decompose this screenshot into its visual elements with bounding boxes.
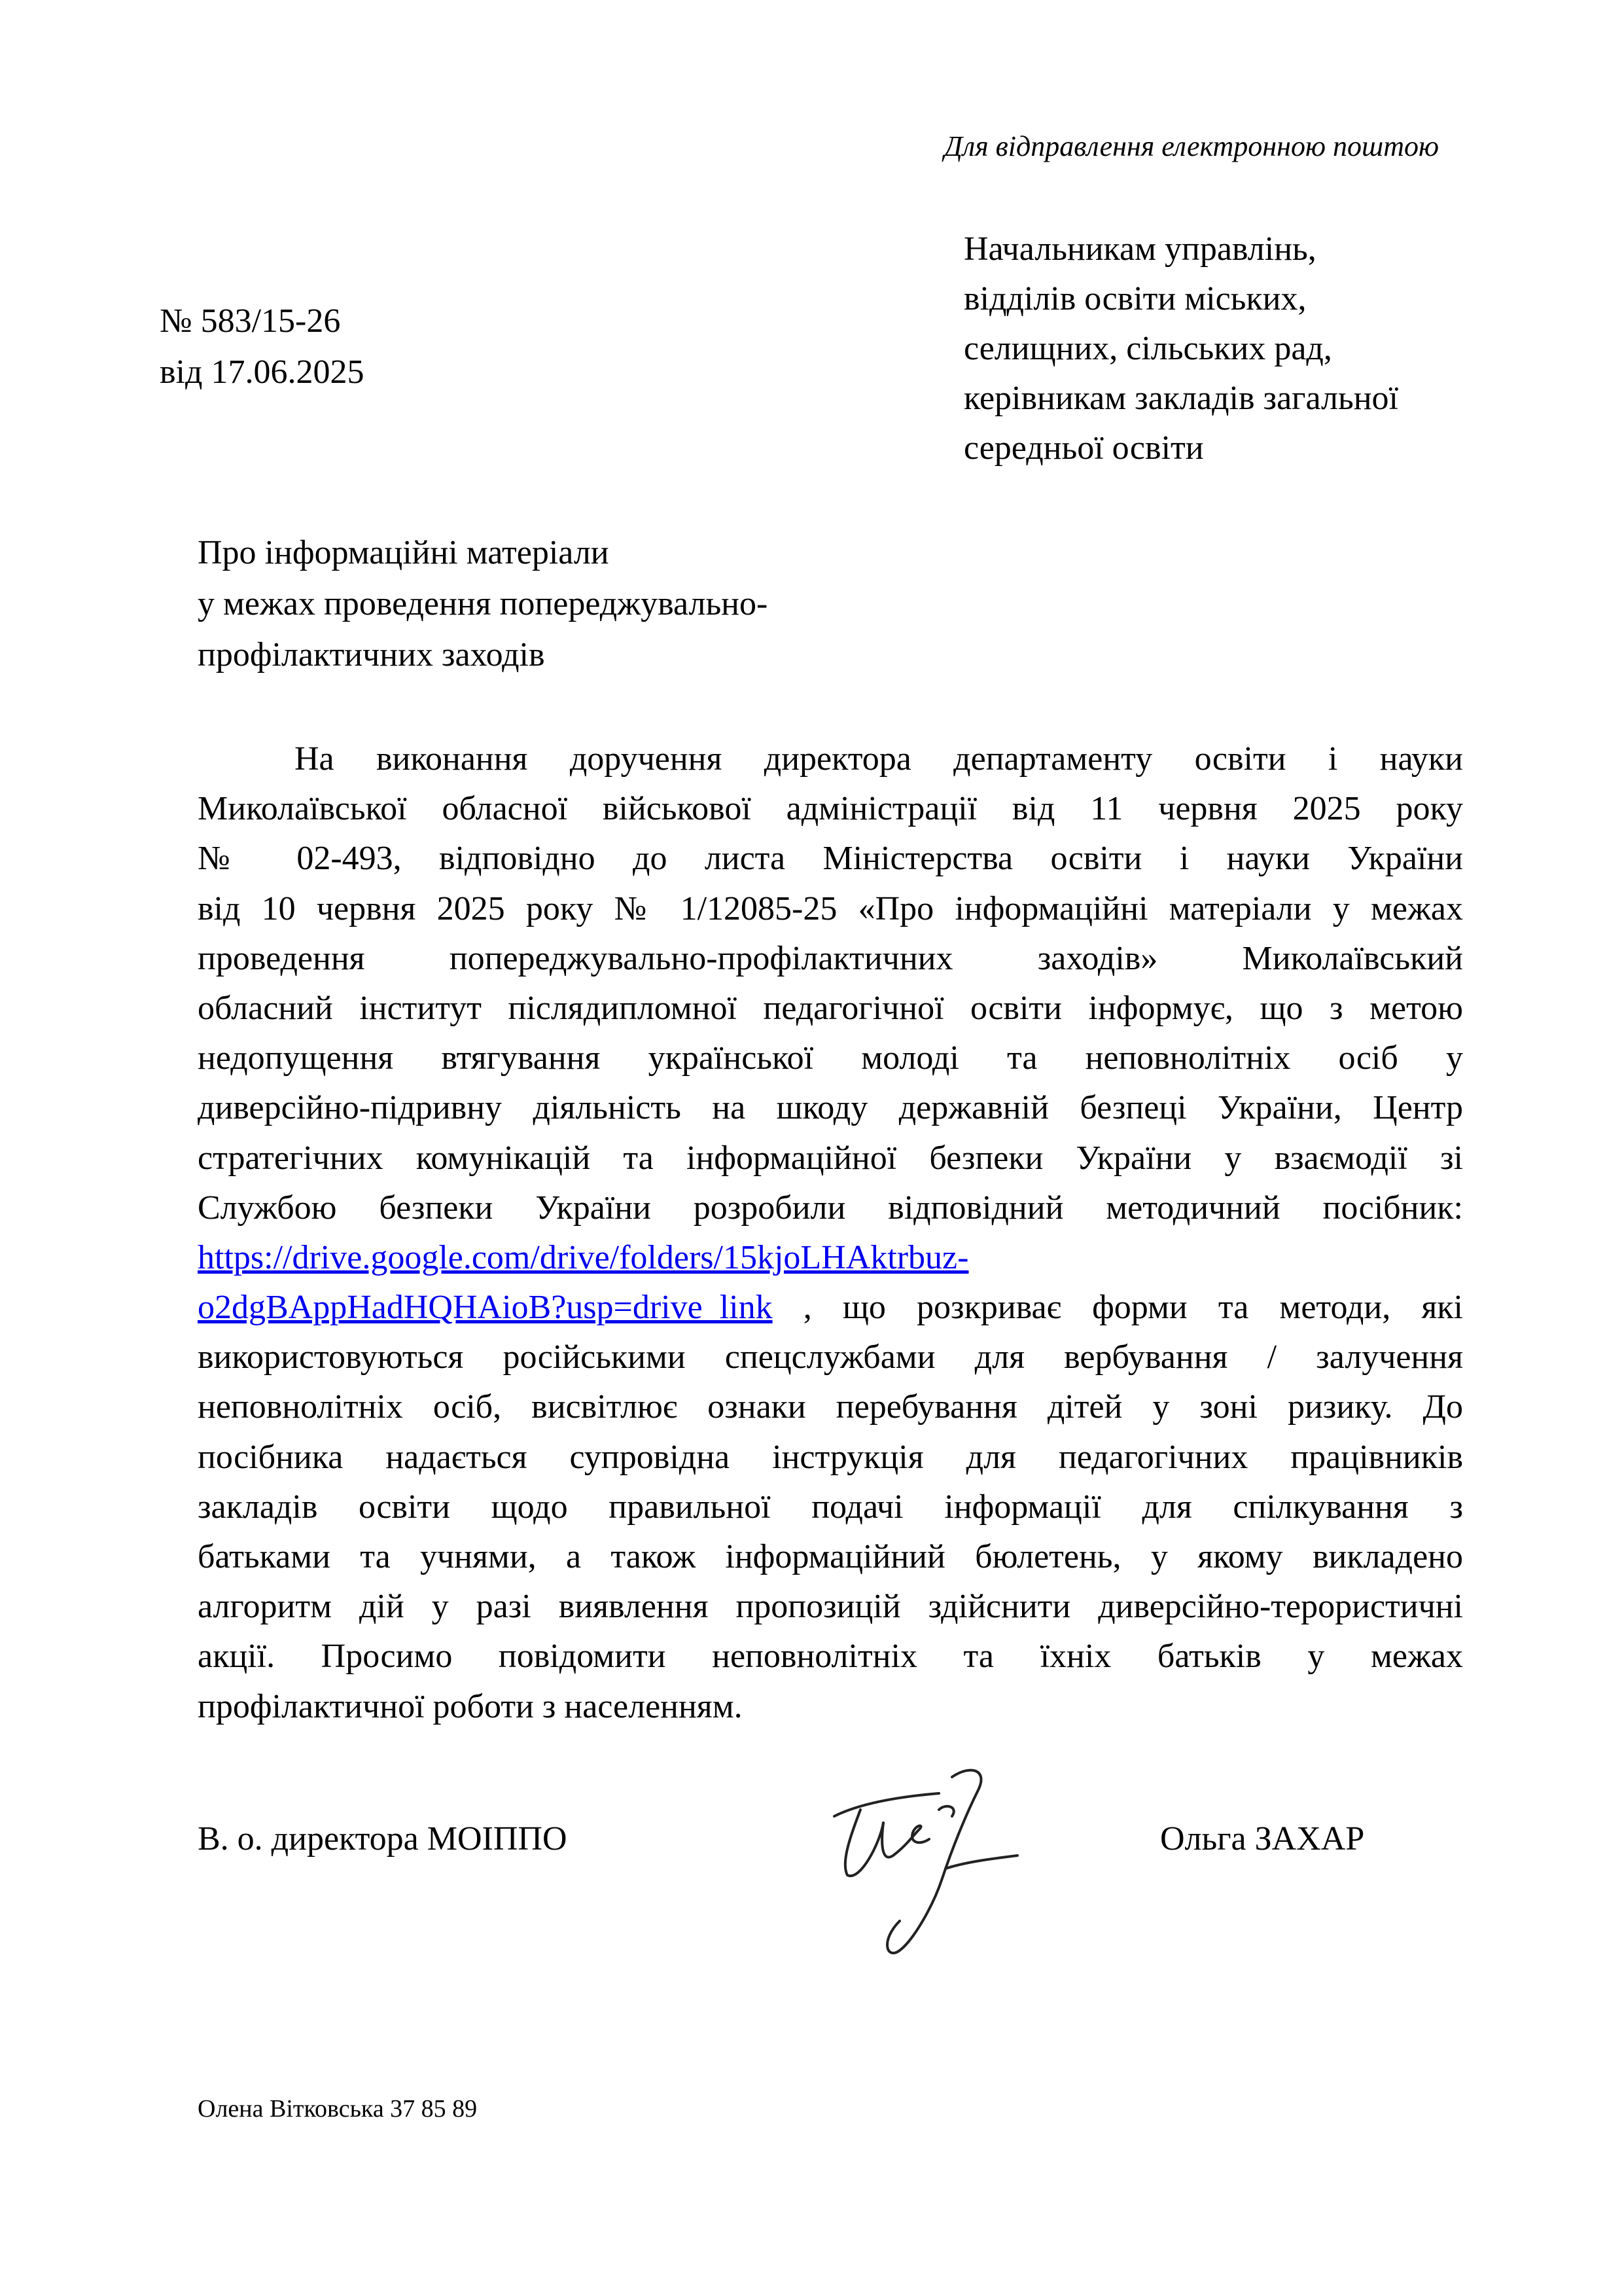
subject-block	[198, 528, 768, 681]
signatory-name: Ольга ЗАХАР	[1160, 1820, 1365, 1857]
drive-link-part2[interactable]: o2dgBAppHadHQHAioB?usp=drive_link	[198, 1289, 773, 1327]
body-line: посібника надається супровідна інструкція для педагогічних працівників	[198, 1438, 1463, 1476]
letter-body	[198, 734, 1463, 1732]
drive-link-part1[interactable]: https://drive.google.com/drive/folders/15kjoLHAktrbuz-	[198, 1238, 969, 1276]
body-line	[198, 1283, 1463, 1333]
body-line-text: , що розкриває форми та методи, які	[803, 1289, 1463, 1327]
handwritten-signature	[821, 1764, 1070, 1960]
body-line: проведення попереджувально-профілактичних заходів» Миколаївський	[198, 939, 1463, 977]
addressee-line: відділів освіти міських,	[964, 280, 1307, 317]
registration-number: № 583/15-26	[160, 302, 341, 340]
send-note: Для відправлення електронною поштою	[944, 130, 1439, 162]
body-line: обласний інститут післядипломної педагогічної освіти інформує, що з метою	[198, 989, 1463, 1027]
body-line: акції. Просимо повідомити неповнолітніх та їхніх батьків у межах	[198, 1638, 1463, 1676]
body-line: алгоритм дій у разі виявлення пропозицій здійснити диверсійно-терористичні	[198, 1588, 1463, 1626]
addressee-line: Начальникам управлінь,	[964, 230, 1316, 268]
body-line: Службою безпеки України розробили відповідний методичний посібник:	[198, 1189, 1463, 1227]
body-line: На виконання доручення директора департаменту освіти і науки	[294, 740, 1463, 778]
body-line: батьками та учнями, а також інформаційний бюлетень, у якому викладено	[198, 1538, 1463, 1575]
addressee-block	[964, 224, 1398, 473]
body-line: від 10 червня 2025 року № 1/12085-25 «Про інформаційні матеріали у межах	[198, 889, 1463, 927]
subject-line: у межах проведення попереджувально-	[198, 585, 768, 622]
body-line: профілактичної роботи з населенням.	[198, 1687, 743, 1725]
subject-line: профілактичних заходів	[198, 636, 545, 673]
addressee-line: селищних, сільських рад,	[964, 330, 1332, 367]
body-line: № 02-493, відповідно до листа Міністерства освіти і науки України	[198, 840, 1463, 878]
executor-contact: Олена Вітковська 37 85 89	[198, 2095, 478, 2123]
addressee-line: середньої освіти	[964, 429, 1204, 467]
body-line: стратегічних комунікацій та інформаційної безпеки України у взаємодії зі	[198, 1139, 1463, 1177]
subject-line: Про інформаційні матеріали	[198, 534, 609, 571]
registration-block	[160, 296, 364, 398]
signatory-position: В. о. директора МОІППО	[198, 1820, 567, 1857]
registration-date: від 17.06.2025	[160, 353, 364, 391]
addressee-line: керівникам закладів загальної	[964, 380, 1398, 417]
body-line: Миколаївської обласної військової адміністрації від 11 червня 2025 року	[198, 790, 1463, 828]
body-line: диверсійно-підривну діяльність на шкоду державній безпеці України, Центр	[198, 1089, 1463, 1127]
body-line: неповнолітніх осіб, висвітлює ознаки перебування дітей у зоні ризику. До	[198, 1388, 1463, 1426]
body-line	[198, 1233, 1463, 1283]
body-line: недопущення втягування української молоді та неповнолітніх осіб у	[198, 1039, 1463, 1077]
body-line: використовуються російськими спецслужбами для вербування / залучення	[198, 1338, 1463, 1376]
body-line: закладів освіти щодо правильної подачі інформації для спілкування з	[198, 1488, 1463, 1526]
